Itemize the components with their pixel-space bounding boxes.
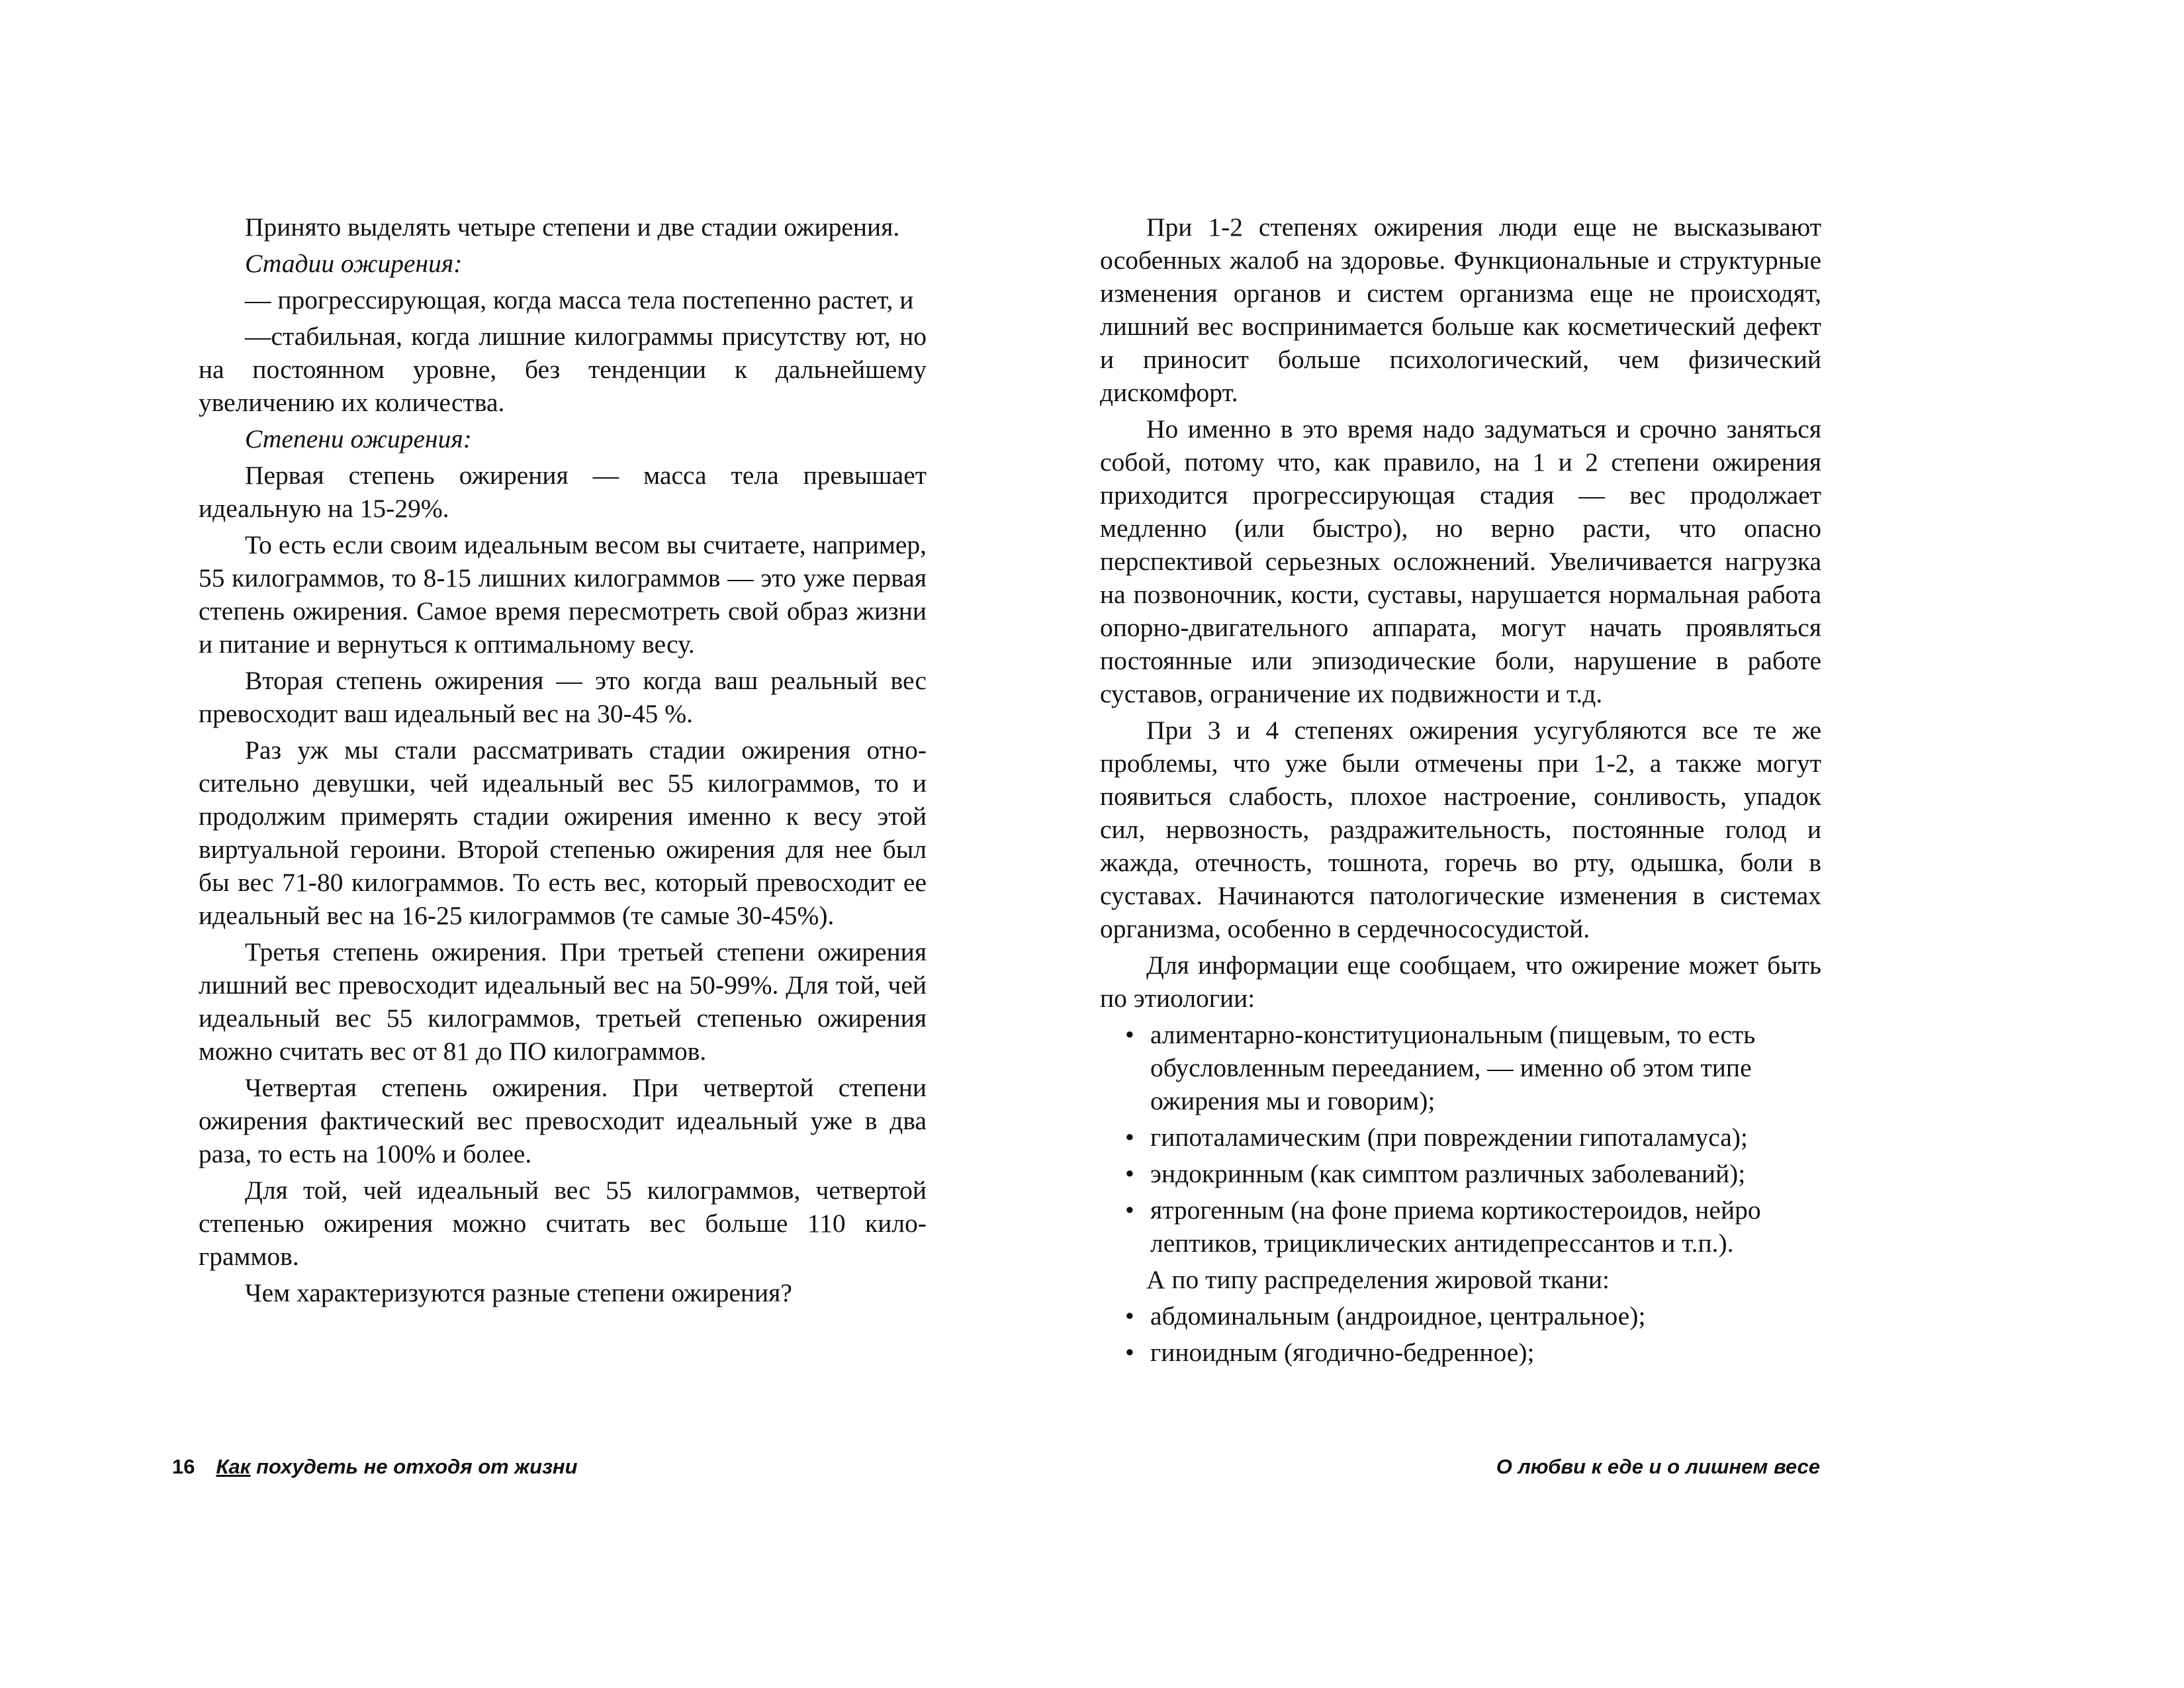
paragraph: Чем характеризуются разные степени ожирения?	[245, 1278, 792, 1307]
right-footer	[1357, 1454, 1820, 1480]
left-page	[199, 211, 927, 1313]
paragraph: — прогрессирующая, когда масса тела постепенно растет, и	[245, 285, 914, 314]
distribution-list	[1100, 1299, 1821, 1369]
etiology-list	[1100, 1018, 1821, 1260]
list-item-text: гипоталамическим (при повреждении гипоталамуса);	[1150, 1123, 1748, 1152]
paragraph: —стабильная, когда лишние килограммы присутству ют, но на постоянном уровне, без тенденции к дальнейшему увеличению их количества.	[199, 322, 927, 417]
list-item-text: гиноидным (ягодично-бедренное);	[1150, 1338, 1535, 1367]
right-page	[1100, 211, 1821, 1372]
running-title: О любви к еде и о лишнем весе	[1496, 1455, 1820, 1478]
list-item	[1125, 1336, 1821, 1369]
paragraph: Четвертая степень ожирения. При четвертой степени ожирения фактический вес превосходит идеальный уже в два раза, то есть на 100% и более.	[199, 1073, 927, 1168]
paragraph: Принято выделять четыре степени и две стадии ожирения.	[245, 212, 900, 242]
list-item-text: алиментарно-конституциональным (пищевым, то есть обусловленным перееданием, — именно об этом типе ожирения мы и говорим);	[1150, 1020, 1756, 1115]
list-item	[1125, 1299, 1821, 1333]
list-item-text: ятрогенным (на фоне приема кортикостероидов, нейро лептиков, трициклических антидепрессантов и т.п.).	[1150, 1196, 1761, 1258]
bullet-icon: •	[1125, 1159, 1134, 1188]
list-item	[1125, 1157, 1821, 1190]
paragraph: Первая степень ожирения — масса тела превышает идеальную на 15-29%.	[199, 461, 927, 523]
paragraph: Раз уж мы стали рассматривать стадии ожирения относительно девушки, чей идеальный вес 55 килограммов, то и продолжим примерять стадии ожирения именно к весу этой виртуальной героини. Второй степенью ожирения для нее был бы вес 71-80 килограммов. То есть вес, который превосходит ее идеальный вес на 16-25 килограммов (те самые 30-45%).	[199, 735, 927, 930]
paragraph: При 1-2 степенях ожирения люди еще не высказывают особенных жалоб на здоровье. Функциональные и структурные изменения органов и систем организма еще не происходят, лишний вес воспринимается больше как косметический дефект и приносит больше психологический, чем физический дискомфорт.	[1100, 212, 1821, 407]
page-number: 16	[172, 1455, 195, 1478]
paragraph: Для информации еще сообщаем, что ожирение может быть по этиологии:	[1100, 951, 1821, 1013]
bullet-icon: •	[1125, 1020, 1134, 1049]
paragraph: Но именно в это время надо задуматься и срочно заняться собой, потому что, как правило, на 1 и 2 степени ожирения приходится прогрессирующая стадия — вес продолжает медленно (или быстро), но верно расти, что опасно перспективой серьезных осложнений. Увеличивается нагрузка на позвоночник, кости, суставы, нарушается нормальная работа опорно-двигательного аппарата, могут начать проявляться постоянные или эпизодические боли, нарушение в работе суставов, ограничение их подвижности и т.д.	[1100, 414, 1821, 708]
list-item	[1125, 1018, 1821, 1117]
paragraph: Для той, чей идеальный вес 55 килограммов, четвертой степенью ожирения можно считать вес больше 110 килограммов.	[199, 1176, 927, 1271]
paragraph: А по типу распределения жировой ткани:	[1146, 1265, 1610, 1294]
running-title-first-word: Как	[216, 1455, 251, 1478]
list-item	[1125, 1121, 1821, 1154]
paragraph: Третья степень ожирения. При третьей степени ожирения лишний вес превосходит идеальный вес на 50-99%. Для той, чей идеальный вес 55 килограммов, третьей степенью ожирения можно считать вес от 81 до ПО килограммов.	[199, 937, 927, 1066]
list-item-text: эндокринным (как симптом различных заболеваний);	[1150, 1159, 1746, 1188]
bullet-icon: •	[1125, 1196, 1134, 1225]
stages-heading: Стадии ожирения:	[245, 249, 463, 278]
paragraph: Вторая степень ожирения — это когда ваш реальный вес превосходит ваш идеальный вес на 30-45 %.	[199, 666, 927, 728]
left-footer	[172, 1454, 966, 1480]
running-title: похудеть не отходя от жизни	[250, 1455, 578, 1478]
degrees-heading: Степени ожирения:	[245, 424, 472, 453]
bullet-icon: •	[1125, 1123, 1134, 1152]
paragraph: При 3 и 4 степенях ожирения усугубляются все те же проблемы, что уже были отмечены при 1-2, а также могут появиться слабость, плохое настроение, сонливость, упадок сил, нервозность, раздражительность, постоянные голод и жажда, отечность, тошнота, горечь во рту, одышка, боли в суставах. Начинаются патологические изменения в системах организма, особенно в сердечнососудистой.	[1100, 716, 1821, 943]
paragraph: То есть если своим идеальным весом вы считаете, например, 55 килограммов, то 8-15 лишних килограммов — это уже первая степень ожирения. Самое время пересмотреть свой образ жизни и питание и вернуться к оптимальному весу.	[199, 530, 927, 659]
bullet-icon: •	[1125, 1338, 1134, 1367]
bullet-icon: •	[1125, 1301, 1134, 1331]
list-item	[1125, 1194, 1821, 1260]
list-item-text: абдоминальным (андроидное, центральное);	[1150, 1301, 1646, 1331]
